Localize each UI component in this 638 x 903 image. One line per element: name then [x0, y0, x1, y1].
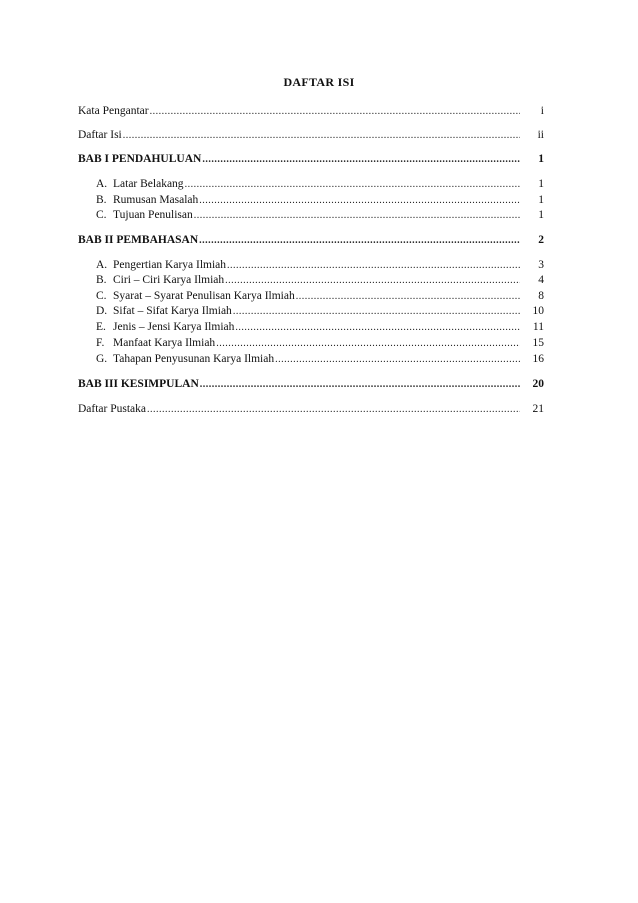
- dot-leader: [200, 378, 520, 392]
- toc-subentry-ciri[interactable]: [96, 273, 544, 287]
- toc-subentry-page: 11: [532, 321, 544, 333]
- toc-subentry-marker: D.: [96, 305, 108, 317]
- toc-chapter-page: 1: [538, 153, 544, 165]
- dot-leader: [194, 209, 520, 223]
- toc-entry-page: ii: [537, 129, 544, 141]
- toc-subentry-marker: B.: [96, 274, 107, 286]
- dot-leader: [147, 403, 520, 417]
- toc-entry-label: Daftar Pustaka: [78, 403, 147, 415]
- toc-chapter-bab-1[interactable]: [78, 152, 544, 166]
- toc-subentry-label: Latar Belakang: [113, 178, 184, 190]
- toc-subentry-label: Tahapan Penyusunan Karya Ilmiah: [113, 353, 275, 365]
- toc-subentry-rumusan-masalah[interactable]: [96, 193, 544, 207]
- toc-subentry-page: 10: [532, 305, 544, 317]
- toc-entry-page: 21: [532, 403, 544, 415]
- toc-chapter-page: 20: [532, 378, 544, 390]
- dot-leader: [275, 353, 520, 367]
- toc-subentry-pengertian[interactable]: [96, 258, 544, 272]
- toc-subentry-syarat[interactable]: [96, 289, 544, 303]
- toc-chapter-bab-2[interactable]: [78, 233, 544, 247]
- toc-subentry-latar-belakang[interactable]: [96, 177, 544, 191]
- toc-subentry-page: 3: [538, 259, 544, 271]
- toc-subentry-sifat[interactable]: [96, 304, 544, 318]
- dot-leader: [296, 290, 520, 304]
- toc-subentry-marker: B.: [96, 194, 107, 206]
- toc-subentry-label: Pengertian Karya Ilmiah: [113, 259, 227, 271]
- dot-leader: [123, 129, 520, 143]
- toc-subentry-page: 16: [532, 353, 544, 365]
- toc-subentry-label: Syarat – Syarat Penulisan Karya Ilmiah: [113, 290, 295, 302]
- toc-subentry-page: 1: [538, 178, 544, 190]
- toc-entry-kata-pengantar[interactable]: [78, 104, 544, 118]
- toc-chapter-label: BAB III KESIMPULAN: [78, 378, 199, 390]
- toc-subentry-marker: A.: [96, 178, 108, 190]
- toc-subentry-label: Jenis – Jensi Karya Ilmiah: [113, 321, 235, 333]
- dot-leader: [185, 178, 520, 192]
- dot-leader: [199, 194, 520, 208]
- toc-subentry-marker: E.: [96, 321, 106, 333]
- toc-subentry-label: Manfaat Karya Ilmiah: [113, 337, 216, 349]
- toc-subentry-marker: A.: [96, 259, 108, 271]
- toc-entry-label: Kata Pengantar: [78, 105, 149, 117]
- toc-entry-label: Daftar Isi: [78, 129, 122, 141]
- toc-subentry-marker: F.: [96, 337, 105, 349]
- toc-subentry-label: Tujuan Penulisan: [113, 209, 193, 221]
- dot-leader: [227, 259, 520, 273]
- dot-leader: [225, 274, 520, 288]
- dot-leader: [199, 234, 520, 248]
- toc-subentry-marker: G.: [96, 353, 108, 365]
- toc-subentry-label: Ciri – Ciri Karya Ilmiah: [113, 274, 225, 286]
- toc-subentry-marker: C.: [96, 290, 107, 302]
- toc-subentry-label: Rumusan Masalah: [113, 194, 199, 206]
- toc-subentry-jenis[interactable]: [96, 320, 544, 334]
- toc-entry-daftar-pustaka[interactable]: [78, 402, 544, 416]
- toc-subentry-manfaat[interactable]: [96, 336, 544, 350]
- document-title: DAFTAR ISI: [283, 75, 355, 89]
- toc-subentry-page: 1: [538, 209, 544, 221]
- toc-subentry-page: 8: [538, 290, 544, 302]
- toc-subentry-label: Sifat – Sifat Karya Ilmiah: [113, 305, 232, 317]
- toc-subentry-page: 4: [538, 274, 544, 286]
- toc-subentry-marker: C.: [96, 209, 107, 221]
- toc-subentry-page: 15: [532, 337, 544, 349]
- toc-entry-page: i: [540, 105, 544, 117]
- toc-chapter-label: BAB I PENDAHULUAN: [78, 153, 202, 165]
- dot-leader: [216, 337, 520, 351]
- toc-subentry-page: 1: [538, 194, 544, 206]
- toc-subentry-tujuan-penulisan[interactable]: [96, 208, 544, 222]
- dot-leader: [150, 105, 520, 119]
- toc-chapter-label: BAB II PEMBAHASAN: [78, 234, 199, 246]
- toc-chapter-page: 2: [538, 234, 544, 246]
- dot-leader: [235, 321, 520, 335]
- toc-subentry-tahapan[interactable]: [96, 352, 544, 366]
- dot-leader: [233, 305, 520, 319]
- toc-entry-daftar-isi[interactable]: [78, 128, 544, 142]
- dot-leader: [202, 153, 520, 167]
- toc-chapter-bab-3[interactable]: [78, 377, 544, 391]
